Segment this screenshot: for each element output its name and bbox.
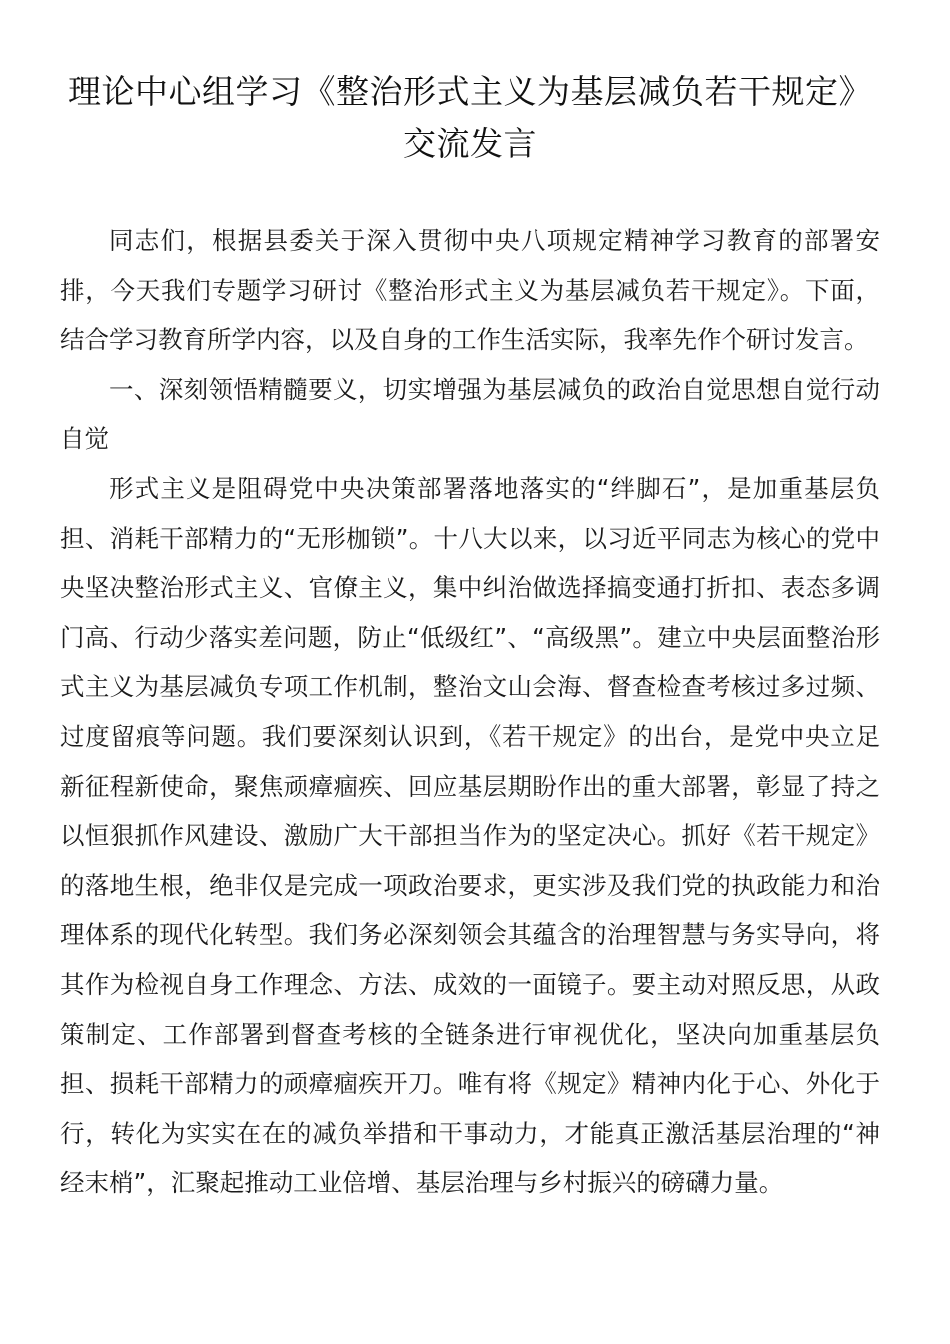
section-heading-1: 一、深刻领悟精髓要义，切实增强为基层减负的政治自觉思想自觉行动自觉	[60, 374, 880, 454]
paragraph-section-1: 形式主义是阻碍党中央决策部署落地落实的“绊脚石”，是加重基层负担、消耗干部精力的“无形枷锁”。十八大以来，以习近平同志为核心的党中央坚决整治形式主义、官僚主义，集中纠治做选择搞变通打折扣、表态多调门高、行动少落实差问题，防止“低级红”、“高级黑”。建立中央层面整治形式主义为基层减负专项工作机制，整治文山会海、督查检查考核过多过频、过度留痕等问题。我们要深刻认识到，《若干规定》的出台，是党中央立足新征程新使命，聚焦顽瘴痼疾、回应基层期盼作出的重大部署，彰显了持之以恒狠抓作风建设、激励广大干部担当作为的坚定决心。抓好《若干规定》的落地生根，绝非仅是完成一项政治要求，更实涉及我们党的执政能力和治理体系的现代化转型。我们务必深刻领会其蕴含的治理智慧与务实导向，将其作为检视自身工作理念、方法、成效的一面镜子。要主动对照反思，从政策制定、工作部署到督查考核的全链条进行审视优化，坚决向加重基层负担、损耗干部精力的顽瘴痼疾开刀。唯有将《规定》精神内化于心、外化于行，转化为实实在在的减负举措和干事动力，才能真正激活基层治理的“神经末梢”，汇聚起推动工业倍增、基层治理与乡村振兴的磅礴力量。	[60, 473, 880, 1198]
paragraph-intro: 同志们，根据县委关于深入贯彻中央八项规定精神学习教育的部署安排，今天我们专题学习研讨《整治形式主义为基层减负若干规定》。下面，结合学习教育所学内容，以及自身的工作生活实际，我率先作个研讨发言。	[60, 226, 880, 355]
document-page	[60, 66, 880, 1208]
document-title: 理论中心组学习《整治形式主义为基层减负若干规定》交流发言	[68, 72, 872, 163]
document-body	[60, 216, 880, 1208]
